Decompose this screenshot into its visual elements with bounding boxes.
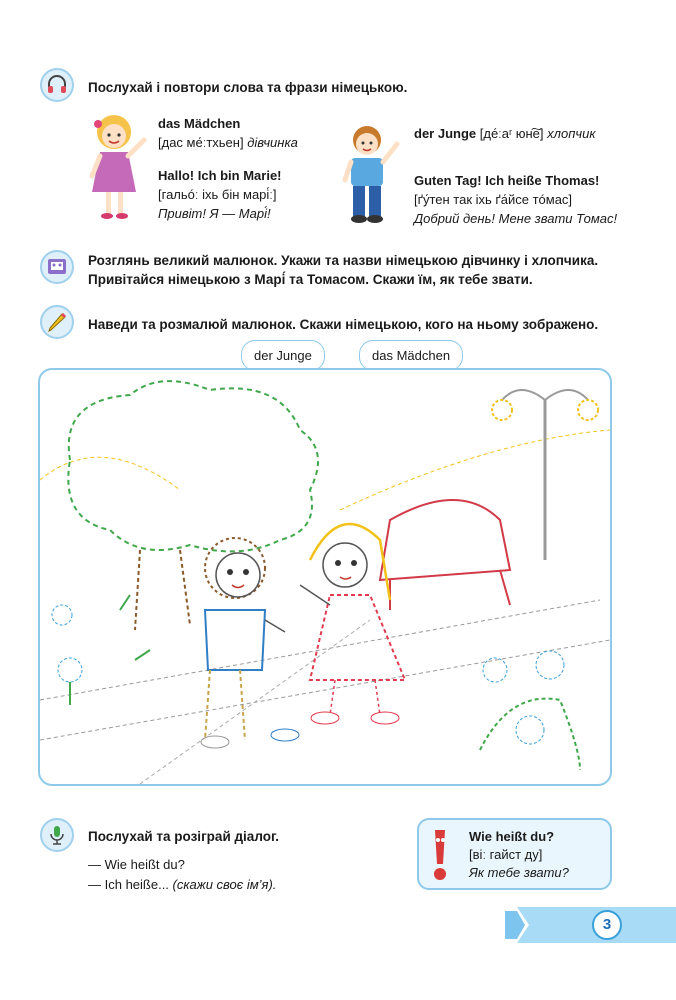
boy-translation: хлопчик (547, 126, 596, 141)
bubble-der-junge-label: der Junge (254, 348, 312, 363)
exclamation-mascot-icon (427, 826, 453, 884)
boy-transcription: [де́ːаʳ юн͠е] (479, 126, 544, 141)
page-number: 3 (592, 910, 622, 940)
park-scene-drawing (40, 370, 610, 784)
girl-transcription: [дас ме́ːтхьен] (158, 135, 244, 150)
bubble-das-maedchen (359, 340, 463, 371)
boy-phrase-transcription: [ґу́тен так іхь ґа́йсе тóмас] (414, 192, 573, 207)
look-picture-instruction (88, 251, 598, 289)
note-transcription: [віː гайст ду] (469, 847, 543, 862)
girl-marie-illustration (78, 110, 150, 228)
dialog-line-2-text: — Ich heiße... (88, 877, 169, 892)
note-translation: Як тебе звати? (469, 865, 569, 880)
girl-vocab-block (158, 114, 348, 223)
dialog-line-2 (88, 877, 276, 892)
coloring-picture-panel (38, 368, 612, 786)
microphone-icon (40, 818, 74, 852)
listen-repeat-instruction: Послухай і повтори слова та фрази німецькою. (88, 80, 408, 95)
dialog-instruction: Послухай та розіграй діалог. (88, 829, 279, 844)
dialog-line-2-note: (скажи своє ім’я). (172, 877, 277, 892)
dialog-line-1: — Wie heißt du? (88, 857, 185, 872)
girl-word: das Mädchen (158, 116, 241, 131)
girl-phrase-transcription: [гальóː іхь бін марі́ː] (158, 187, 277, 202)
pencil-icon (40, 305, 74, 339)
bubble-der-junge (241, 340, 325, 371)
boy-phrase-translation: Добрий день! Мене звати Томас! (414, 211, 618, 226)
headphones-icon (40, 68, 74, 102)
look-picture-line2: Привітайся німецькою з Марі́ та Томасом. Скажи їм, як тебе звати. (88, 272, 533, 287)
page-ribbon (505, 905, 676, 945)
boy-word: der Junge (414, 126, 477, 141)
look-picture-line1: Розглянь великий малюнок. Укажи та назви німецькою дівчинку і хлопчика. (88, 253, 599, 268)
girl-phrase-translation: Привіт! Я — Марі́! (158, 206, 271, 221)
phrase-note-box (417, 818, 612, 890)
bubble-das-maedchen-label: das Mädchen (372, 348, 451, 363)
note-phrase: Wie heißt du? (469, 829, 555, 844)
boy-thomas-illustration (333, 120, 403, 228)
boy-phrase: Guten Tag! Ich heiße Thomas! (414, 173, 600, 188)
picture-book-icon (40, 250, 74, 284)
boy-vocab-block (414, 124, 644, 228)
girl-phrase: Hallo! Ich bin Marie! (158, 168, 282, 183)
trace-color-instruction: Наведи та розмалюй малюнок. Скажи німецькою, кого на ньому зображено. (88, 317, 599, 332)
girl-translation: дівчинка (247, 135, 298, 150)
